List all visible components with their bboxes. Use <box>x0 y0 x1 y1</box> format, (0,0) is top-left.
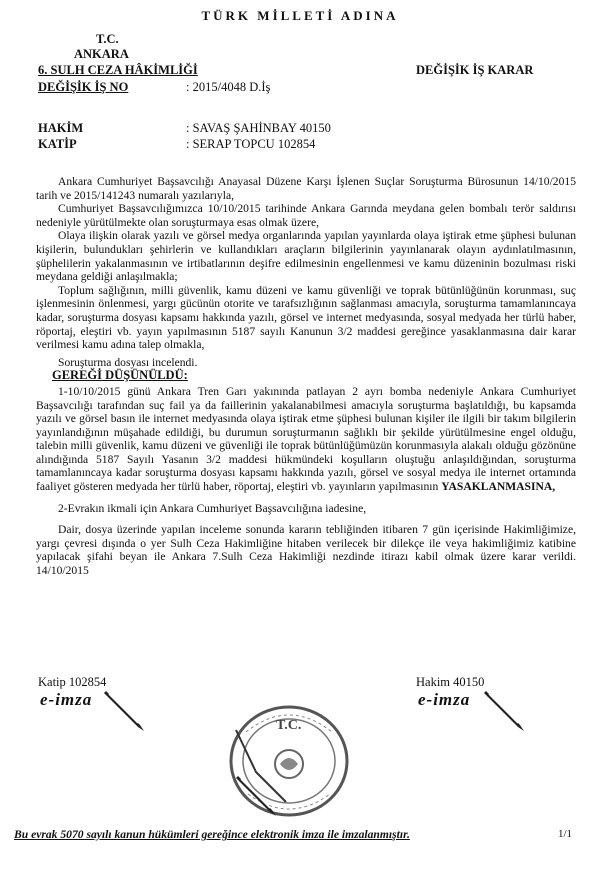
city-label: ANKARA <box>74 47 129 61</box>
case-no-label: DEĞİŞİK İŞ NO <box>38 80 129 94</box>
paragraph-4: Toplum sağlığının, milli güvenlik, kamu düzeni ve kamu güvenliği ve toprak bütünlüğünün korunması, suç işlenmesinin önlenmesi, yargı gücünün otorite ve tarafsızlığının sağlanması amacıyla, soruşturma tamamlanıncaya kadar, soruşturma dosyası kapsamı hakkında yazılı, görsel ve internet medyasında, sosyal medyada her türlü haber, röportaj, eleştiri vb. yayın yapılmasının 5187 sayılı Kanunun 3/2 maddesi gereğince yasaklanmasına dair karar verilmesi kamu adına talep olmakla, <box>36 283 576 352</box>
pen-icon <box>232 770 282 820</box>
judge-label: HAKİM <box>38 121 84 135</box>
pen-icon <box>100 685 150 735</box>
paragraph-5: Soruşturma dosyası incelendi. <box>58 355 198 369</box>
decision-2: 2-Evrakın ikmali için Ankara Cumhuriyet Başsavcılığına iadesine, <box>58 501 367 515</box>
tc-label: T.C. <box>96 32 119 46</box>
clerk-value: : SERAP TOPCU 102854 <box>186 137 316 151</box>
judge-value: : SAVAŞ ŞAHİNBAY 40150 <box>186 121 331 135</box>
document-heading: TÜRK MİLLETİ ADINA <box>201 8 399 23</box>
clerk-label: KATİP <box>38 137 77 151</box>
case-no-value: : 2015/4048 D.İş <box>186 80 271 94</box>
paragraph-3: Olaya ilişkin olarak yazılı ve görsel medya organlarında yapılan yayınlarda olaya iştirak etme şüphesi bulunan kişilerin, bulundukları şehirlerin ve kullandıkları araçların bilgilerinin yayınlanarak olayın aydınlatılmasının, şüphelilerin yakalanmasının ve irtibatlarının deşifre edilmesinin engellenmesi ve kamu düzeninin bozulması riski meydana geldiği anlaşılmakla; <box>36 229 576 284</box>
paragraph-1: Ankara Cumhuriyet Başsavcılığı Anayasal Düzene Karşı İşlenen Suçlar Soruşturma Bürosunun 14/10/2015 tarih ve 2015/141243 numaralı yazılarıyla, <box>36 175 576 202</box>
seal-top-text: T.C. <box>276 718 302 733</box>
footer-note: Bu evrak 5070 sayılı kanun hükümleri gereğince elektronik imza ile imzalanmıştır. <box>14 828 410 841</box>
court-name: 6. SULH CEZA HÂKİMLİĞİ <box>38 63 198 77</box>
clerk-esign: e-imza <box>40 690 93 709</box>
pen-icon <box>480 685 530 735</box>
judge-signature-label: Hakim 40150 <box>416 675 485 689</box>
decision-1-bold: YASAKLANMASINA, <box>441 480 556 494</box>
page-number: 1/1 <box>558 828 573 840</box>
geregi-heading: GEREĞİ DÜŞÜNÜLDÜ: <box>52 368 188 383</box>
closing-paragraph <box>36 523 576 577</box>
judge-esign: e-imza <box>418 690 471 709</box>
decision-1 <box>36 385 576 494</box>
decision-date: 14/10/2015 <box>36 564 89 578</box>
request-section <box>36 175 576 578</box>
paragraph-2: Cumhuriyet Başsavcılığımızca 10/10/2015 tarihinde Ankara Garında meydana gelen bombalı terör saldırısı nedeniyle yürütülmekte olan soruşturmaya esas olmak üzere, <box>36 202 576 229</box>
closing-text: Dair, dosya üzerinde yapılan inceleme sonunda kararın tebliğinden itibaren 7 gün içerisinde Hakimliğimize, yargı çevresi dışında o yer Sulh Ceza Hakimliğine hitaben verilecek bir dilekçe ile veya hakimliğimiz katibine yapılacak şifahi beyan ile Ankara 7.Sulh Ceza Hakimliği nezdinde itirazı kabil olmak üzere karar verildi. <box>36 523 576 564</box>
decision-1-text: 1-10/10/2015 günü Ankara Tren Garı yakınında patlayan 2 ayrı bomba nedeniyle Ankara Cumhuriyet Başsavcılığı tarafından suç fail ya da faillerinin yakalanabilmesi amacıyla soruşturma başlatıldığı, bu kapsamda yazılı ve görsel basın ile internet medyasında olaya iştirak etme şüphesi bulunan kişiler ile ilgili bir takım bilgilerin yayınlandığının müşahade edildiği, bu durumun soruşturmanın sağlıklı bir şekilde yürütülmesine engel olduğu, talebin milli güvenlik, kamu düzeni ve güvenliği ile toprak bütünlüğümüzün korunmasıyla alakalı olduğu gözönüne alındığında 5187 Sayılı Yasanın 3/2 maddesi hükmündeki koşulların oluştuğu anlaşıldığından, soruşturma tamamlanıncaya kadar soruşturma dosyası kapsamı hakkında yazılı, görsel ve sosyal medya ile internet ortamında faaliyet gösteren medyada her türlü haber, röportaj, eleştiri vb. yayınların yapılmasının <box>36 384 576 494</box>
decision-type: DEĞİŞİK İŞ KARAR <box>416 63 534 77</box>
clerk-signature-label: Katip 102854 <box>38 675 107 689</box>
